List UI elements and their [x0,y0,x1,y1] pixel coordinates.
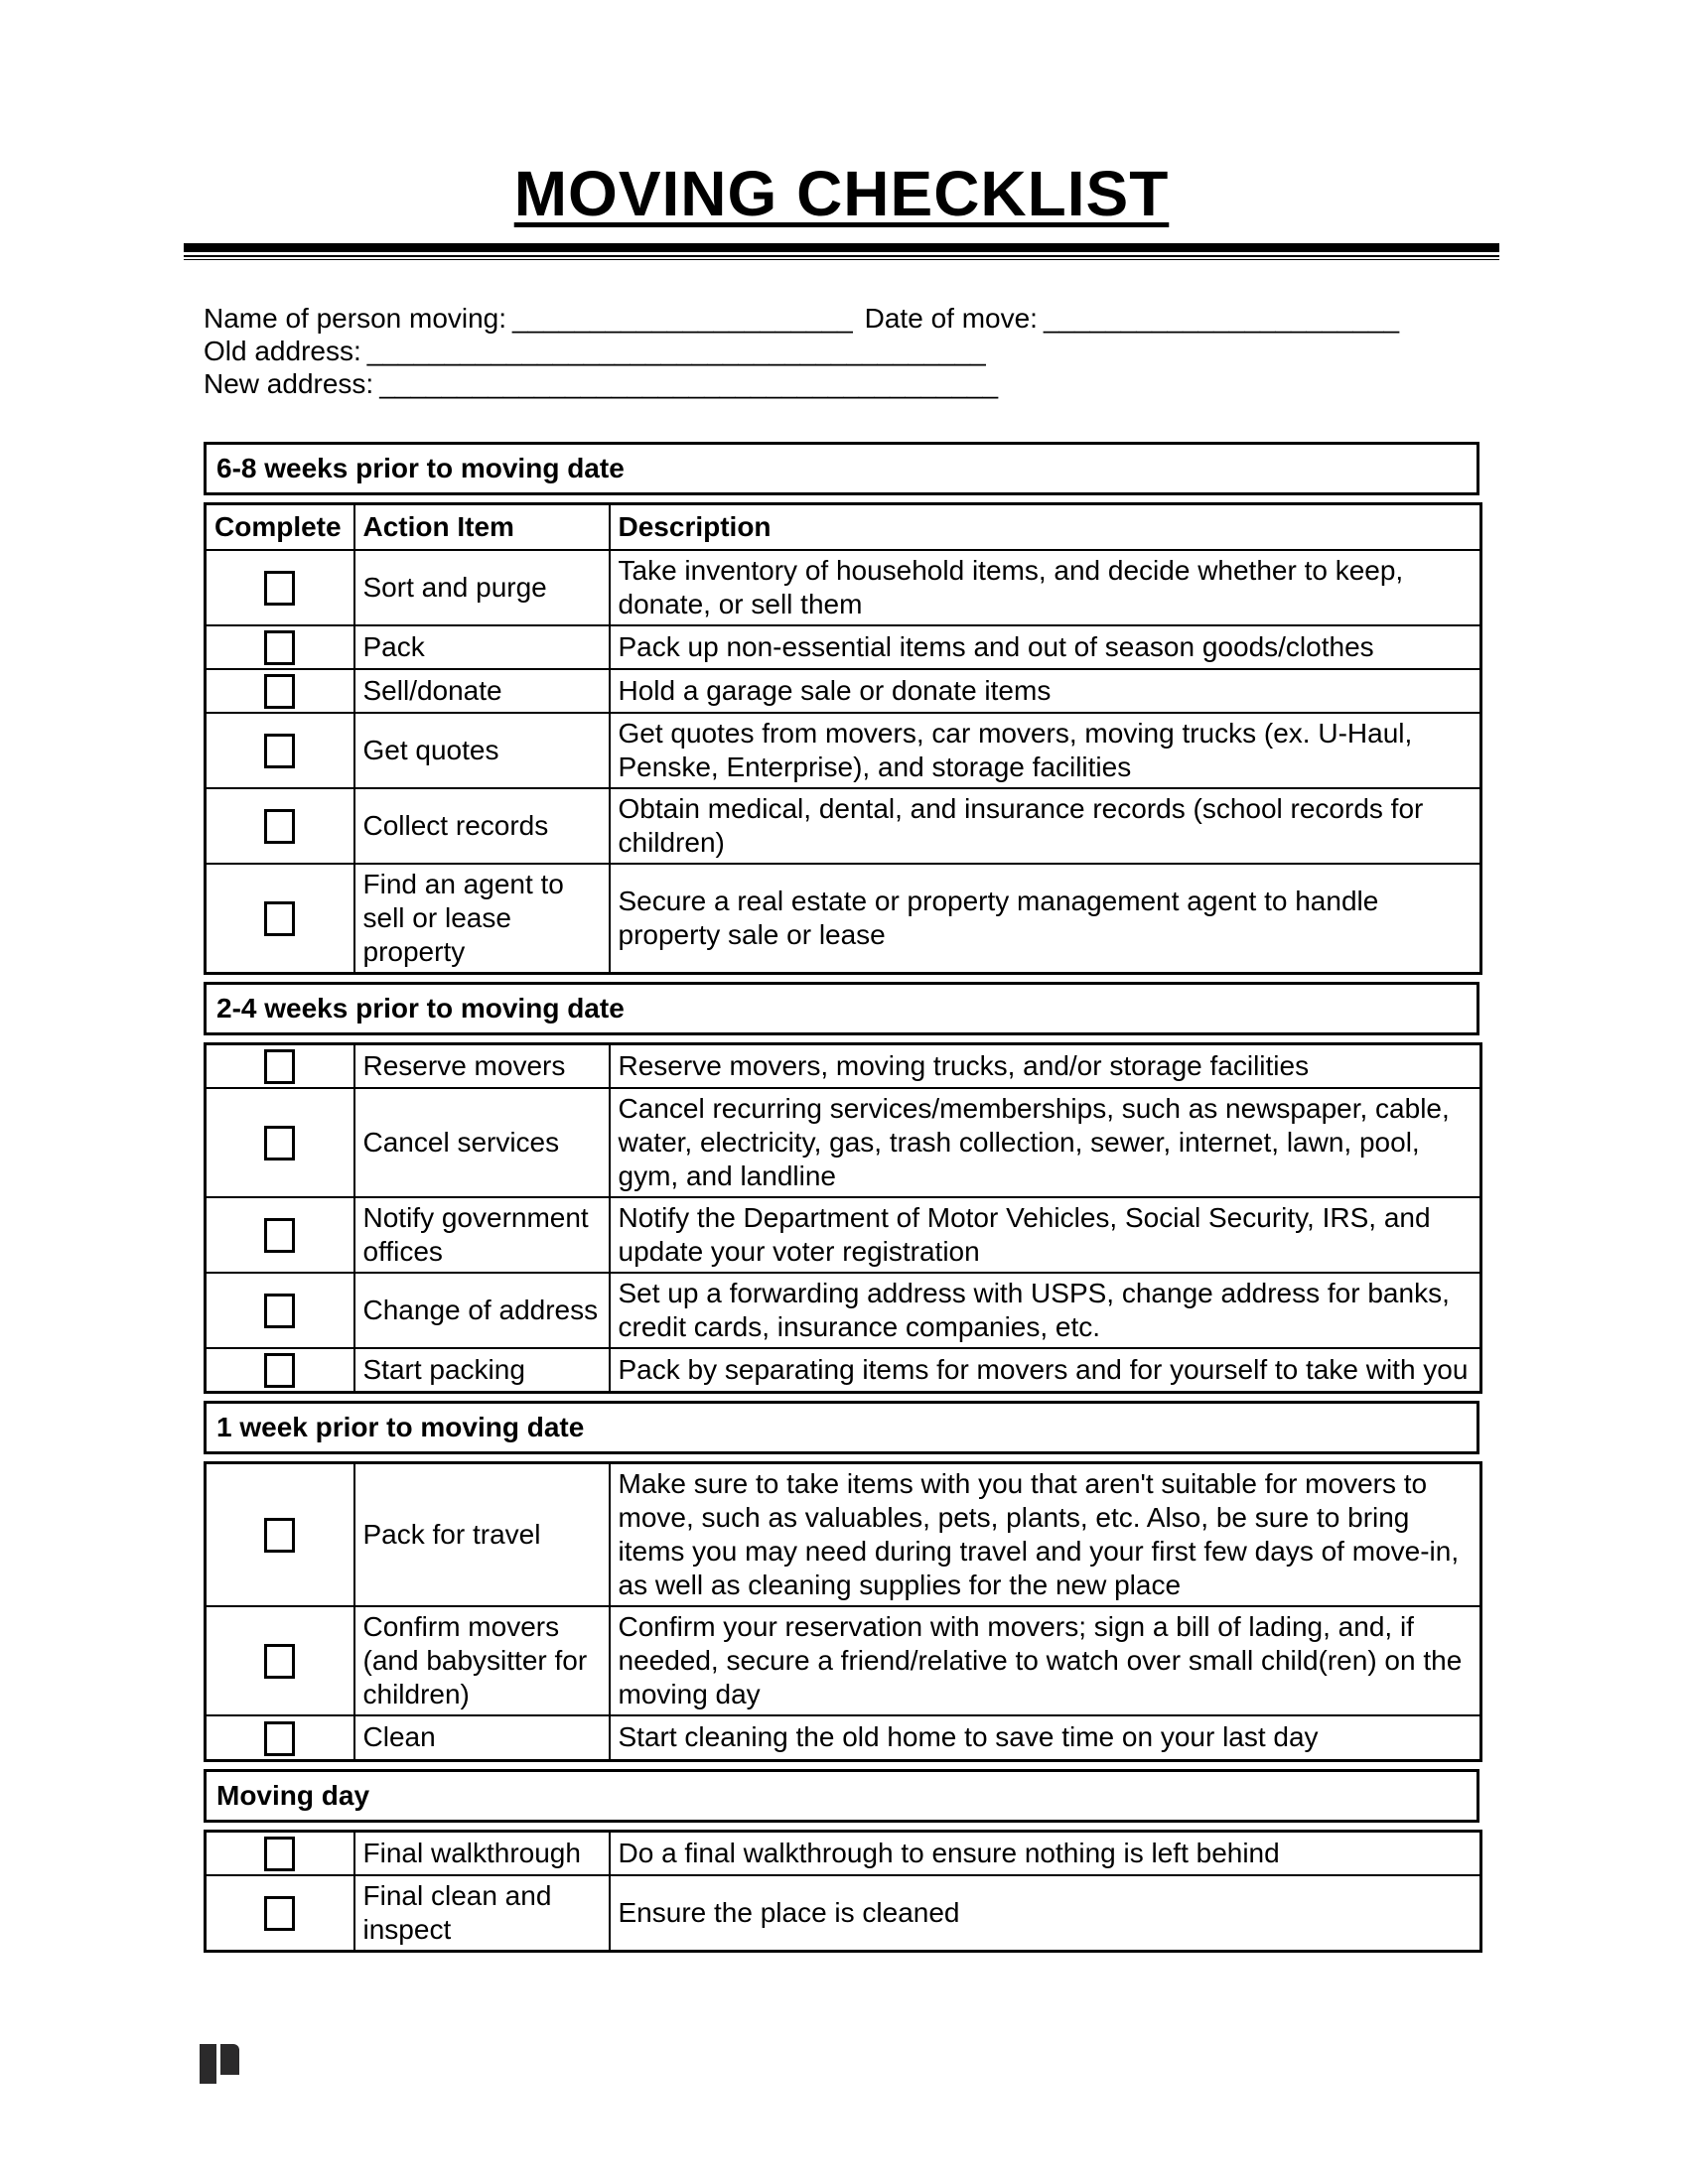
description-cell: Pack up non-essential items and out of season goods/clothes [610,625,1481,669]
name-and-date-line [204,302,1499,335]
checkbox[interactable] [264,901,295,936]
table-row [206,713,1481,788]
new-address-blank: ________________________________________ [379,368,999,399]
action-item-cell: Find an agent to sell or lease property [354,864,610,974]
table-row [206,1348,1481,1393]
table-row [206,669,1481,713]
action-item-cell: Pack [354,625,610,669]
fill-in-form [204,302,1499,400]
description-cell: Do a final walkthrough to ensure nothing is left behind [610,1831,1481,1875]
table-row [206,788,1481,864]
section-heading-1-week: 1 week prior to moving date [204,1401,1479,1454]
name-label: Name of person moving: [204,303,507,334]
description-cell: Reserve movers, moving trucks, and/or storage facilities [610,1044,1481,1089]
checkbox[interactable] [264,1294,295,1328]
table-row [206,1197,1481,1273]
title-rule-thick-line [184,243,1499,252]
description-cell: Make sure to take items with you that aren't suitable for movers to move, such as valuables, pets, plants, etc. Also, be sure to bring items you may need during travel and your first few days of move-in, as well as cleaning supplies for the new place [610,1463,1481,1607]
new-address-line [204,367,1499,400]
description-cell: Notify the Department of Motor Vehicles, Social Security, IRS, and update your voter registration [610,1197,1481,1273]
checkbox[interactable] [264,1218,295,1253]
table-row [206,1044,1481,1089]
date-blank: _______________________ [1043,303,1400,334]
action-item-cell: Final walkthrough [354,1831,610,1875]
action-item-cell: Collect records [354,788,610,864]
description-cell: Secure a real estate or property management agent to handle property sale or lease [610,864,1481,974]
checkbox-cell [206,550,354,625]
old-address-blank: ________________________________________ [366,336,986,366]
checklist-table-2-4-weeks [204,1042,1482,1394]
checkbox[interactable] [264,1896,295,1931]
logo-letter-cutout-horizontal [216,2075,239,2084]
action-item-cell: Change of address [354,1273,610,1348]
action-item-cell: Final clean and inspect [354,1875,610,1952]
table-row [206,1875,1481,1952]
action-item-cell: Sort and purge [354,550,610,625]
column-header-row [206,504,1481,551]
table-row [206,1088,1481,1197]
checkbox[interactable] [264,674,295,709]
logo-letter-cutout-vertical [216,2044,220,2075]
checkbox-cell [206,669,354,713]
description-cell: Obtain medical, dental, and insurance records (school records for children) [610,788,1481,864]
table-row [206,625,1481,669]
checkbox-cell [206,1831,354,1875]
checkbox-cell [206,713,354,788]
checkbox[interactable] [264,1644,295,1679]
action-item-cell: Reserve movers [354,1044,610,1089]
table-row [206,864,1481,974]
action-item-cell: Cancel services [354,1088,610,1197]
checkbox[interactable] [264,1721,295,1756]
description-cell: Set up a forwarding address with USPS, change address for banks, credit cards, insurance companies, etc. [610,1273,1481,1348]
action-item-cell: Notify government offices [354,1197,610,1273]
checklist-table-6-8-weeks [204,502,1482,975]
description-cell: Ensure the place is cleaned [610,1875,1481,1952]
checkbox-cell [206,1197,354,1273]
checkbox[interactable] [264,734,295,768]
new-address-label: New address: [204,368,374,399]
section-heading-6-8-weeks: 6-8 weeks prior to moving date [204,442,1479,495]
checkbox[interactable] [264,1837,295,1871]
description-cell: Start cleaning the old home to save time on your last day [610,1715,1481,1760]
description-cell: Take inventory of household items, and decide whether to keep, donate, or sell them [610,550,1481,625]
checkbox[interactable] [264,630,295,665]
action-item-cell: Pack for travel [354,1463,610,1607]
table-row [206,1606,1481,1715]
checklist-table-1-week [204,1461,1482,1761]
checkbox-cell [206,1463,354,1607]
table-row [206,1463,1481,1607]
checkbox-cell [206,1875,354,1952]
legal-templates-logo-icon [200,2044,239,2084]
description-cell: Cancel recurring services/memberships, such as newspaper, cable, water, electricity, gas, trash collection, sewer, internet, lawn, pool, gym, and landline [610,1088,1481,1197]
checkbox-cell [206,788,354,864]
name-blank: ______________________ [512,303,853,334]
checkbox[interactable] [264,1049,295,1084]
table-row [206,1831,1481,1875]
date-label: Date of move: [864,303,1038,334]
table-row [206,1715,1481,1760]
checkbox-cell [206,625,354,669]
checkbox-cell [206,864,354,974]
action-item-cell: Start packing [354,1348,610,1393]
checkbox[interactable] [264,809,295,844]
checkbox-cell [206,1715,354,1760]
action-item-cell: Get quotes [354,713,610,788]
title-rule-thin-line [184,259,1499,260]
section-heading-moving-day: Moving day [204,1769,1479,1823]
description-cell: Pack by separating items for movers and for yourself to take with you [610,1348,1481,1393]
title-rule [184,243,1499,260]
checkbox[interactable] [264,571,295,606]
checkbox[interactable] [264,1126,295,1160]
action-item-cell: Confirm movers (and babysitter for children) [354,1606,610,1715]
page-title: MOVING CHECKLIST [513,158,1170,229]
checkbox[interactable] [264,1518,295,1553]
old-address-line [204,335,1499,367]
column-header-description: Description [610,504,1481,551]
table-row [206,550,1481,625]
checkbox-cell [206,1348,354,1393]
table-row [206,1273,1481,1348]
old-address-label: Old address: [204,336,361,366]
title-rule-mid-line [184,255,1499,257]
section-heading-2-4-weeks: 2-4 weeks prior to moving date [204,982,1479,1035]
checklist-table-moving-day [204,1830,1482,1953]
checkbox-cell [206,1044,354,1089]
checkbox[interactable] [264,1353,295,1388]
column-header-complete: Complete [206,504,354,551]
action-item-cell: Clean [354,1715,610,1760]
description-cell: Get quotes from movers, car movers, moving trucks (ex. U-Haul, Penske, Enterprise), and storage facilities [610,713,1481,788]
checkbox-cell [206,1088,354,1197]
column-header-action-item: Action Item [354,504,610,551]
description-cell: Hold a garage sale or donate items [610,669,1481,713]
checkbox-cell [206,1606,354,1715]
checkbox-cell [206,1273,354,1348]
action-item-cell: Sell/donate [354,669,610,713]
description-cell: Confirm your reservation with movers; sign a bill of lading, and, if needed, secure a friend/relative to watch over small child(ren) on the moving day [610,1606,1481,1715]
